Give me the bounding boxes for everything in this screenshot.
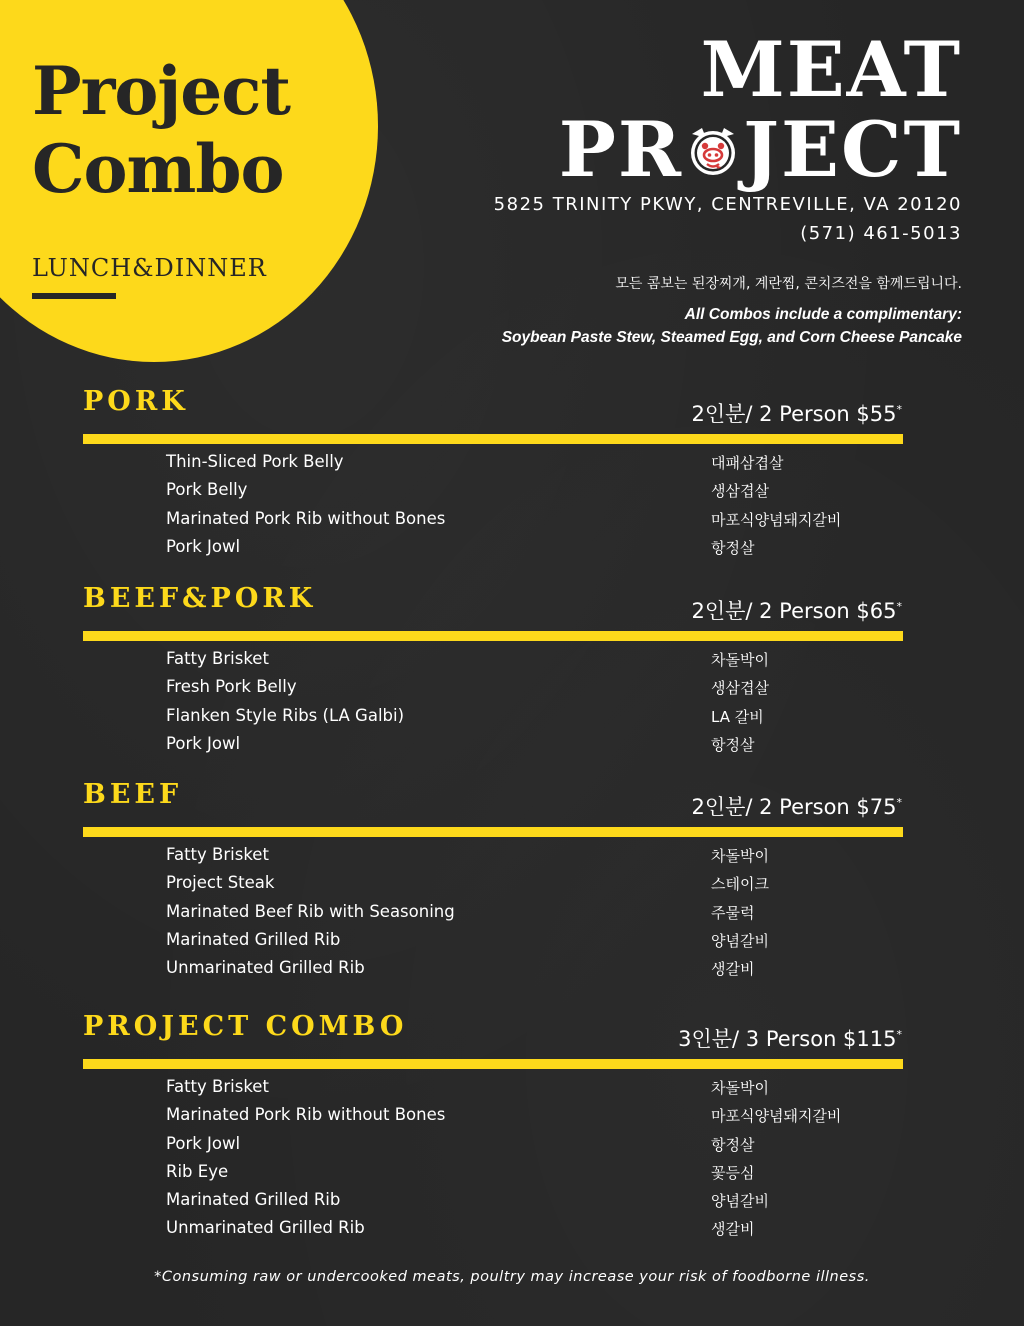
combo-title [32, 52, 290, 208]
list-item [0, 900, 1024, 928]
price-text: 2인분/ 2 Person $75 [691, 795, 897, 819]
english-note-line2: Soybean Paste Stew, Steamed Egg, and Corn Cheese Pancake [501, 329, 962, 346]
contact-info [494, 190, 962, 248]
list-item [0, 535, 1024, 563]
list-item [0, 1103, 1024, 1131]
meal-label: LUNCH&DINNER [32, 254, 267, 282]
brand-line2-right: JECT [743, 105, 962, 194]
item-list [0, 843, 1024, 984]
brand-line2-left: PR [558, 105, 684, 194]
item-korean-name: 항정살 [711, 538, 755, 557]
list-item [0, 1075, 1024, 1103]
english-combo-note [502, 303, 962, 349]
list-item [0, 871, 1024, 899]
item-korean-name: 차돌박이 [711, 847, 769, 865]
section-price [691, 398, 902, 428]
korean-combo-note: 모든 콤보는 된장찌개, 계란찜, 콘치즈전을 함께드립니다. [615, 276, 962, 292]
list-item [0, 704, 1024, 732]
brand-line2 [558, 105, 962, 194]
item-name: Pork Jowl [166, 733, 241, 753]
item-name: Flanken Style Ribs (LA Galbi) [166, 705, 405, 725]
price-text: 2인분/ 2 Person $65 [691, 599, 897, 623]
price-text: 2인분/ 2 Person $55 [691, 402, 897, 426]
list-item [0, 1132, 1024, 1160]
section-title: BEEF&PORK [83, 583, 317, 614]
section-divider [83, 631, 903, 641]
item-name: Marinated Pork Rib without Bones [166, 1105, 446, 1125]
item-korean-name: 생갈비 [711, 1220, 755, 1239]
item-name: Rib Eye [166, 1161, 229, 1181]
item-list [0, 647, 1024, 760]
list-item [0, 1216, 1024, 1244]
item-korean-name: 대패삼겹살 [711, 454, 784, 472]
item-name: Pork Belly [166, 480, 248, 500]
item-name: Marinated Beef Rib with Seasoning [166, 901, 455, 921]
item-list [0, 450, 1024, 563]
item-korean-name: 차돌박이 [711, 651, 769, 669]
item-korean-name: 꽃등심 [711, 1163, 755, 1182]
item-name: Pork Jowl [166, 1133, 241, 1153]
section-divider [83, 827, 903, 837]
item-korean-name: 스테이크 [711, 875, 769, 894]
brand-line1: MEAT [700, 25, 962, 114]
list-item [0, 478, 1024, 506]
item-name: Marinated Grilled Rib [166, 1190, 341, 1210]
item-korean-name: 생삼겹살 [711, 482, 769, 501]
item-name: Unmarinated Grilled Rib [166, 1218, 365, 1238]
item-korean-name: 양념갈비 [711, 931, 769, 950]
item-name: Thin-Sliced Pork Belly [166, 452, 344, 471]
section-divider [83, 1059, 903, 1069]
item-name: Fatty Brisket [166, 649, 269, 668]
item-name: Marinated Grilled Rib [166, 929, 341, 949]
item-korean-name: 생갈비 [711, 960, 755, 979]
price-asterisk: * [896, 1028, 902, 1041]
item-korean-name: 마포식양념돼지갈비 [711, 510, 842, 529]
list-item [0, 1188, 1024, 1216]
item-korean-name: 항정살 [711, 735, 755, 754]
price-asterisk: * [896, 600, 902, 613]
phone-text: (571) 461-5013 [800, 223, 962, 244]
list-item [0, 507, 1024, 535]
item-korean-name: 양념갈비 [711, 1192, 769, 1211]
item-korean-name: 마포식양념돼지갈비 [711, 1107, 842, 1126]
section-price [678, 1023, 902, 1053]
pig-face-icon [686, 112, 740, 166]
item-name: Marinated Pork Rib without Bones [166, 508, 446, 528]
combo-title-line2: Combo [32, 130, 284, 208]
item-name: Pork Jowl [166, 536, 241, 556]
list-item [0, 647, 1024, 675]
section-title: BEEF [83, 779, 183, 810]
list-item [0, 843, 1024, 871]
item-korean-name: 생삼겹살 [711, 679, 769, 698]
item-name: Fresh Pork Belly [166, 677, 297, 697]
section-divider [83, 434, 903, 444]
english-note-line1: All Combos include a complimentary: [684, 306, 962, 323]
list-item [0, 732, 1024, 760]
list-item [0, 928, 1024, 956]
section-title: PORK [83, 386, 189, 417]
list-item [0, 956, 1024, 984]
brand-logo [558, 25, 962, 194]
price-asterisk: * [896, 796, 902, 809]
price-text: 3인분/ 3 Person $115 [678, 1027, 897, 1051]
item-name: Project Steak [166, 873, 275, 893]
meal-underline [32, 293, 116, 299]
item-korean-name: 주물럭 [711, 903, 755, 922]
item-name: Unmarinated Grilled Rib [166, 958, 365, 978]
item-korean-name: 차돌박이 [711, 1079, 769, 1097]
section-price [691, 791, 902, 821]
combo-title-line1: Project [32, 52, 290, 130]
section-title: PROJECT COMBO [83, 1011, 408, 1042]
list-item [0, 450, 1024, 478]
section-price [691, 595, 902, 625]
health-disclaimer: *Consuming raw or undercooked meats, poultry may increase your risk of foodborne illness. [154, 1269, 870, 1285]
item-list [0, 1075, 1024, 1245]
address-text: 5825 TRINITY PKWY, CENTREVILLE, VA 20120 [493, 194, 962, 215]
list-item [0, 1160, 1024, 1188]
item-name: Fatty Brisket [166, 845, 269, 864]
item-name: Fatty Brisket [166, 1077, 269, 1096]
price-asterisk: * [896, 403, 902, 416]
item-korean-name: LA 갈비 [711, 707, 764, 726]
item-korean-name: 항정살 [711, 1135, 755, 1154]
list-item [0, 675, 1024, 703]
